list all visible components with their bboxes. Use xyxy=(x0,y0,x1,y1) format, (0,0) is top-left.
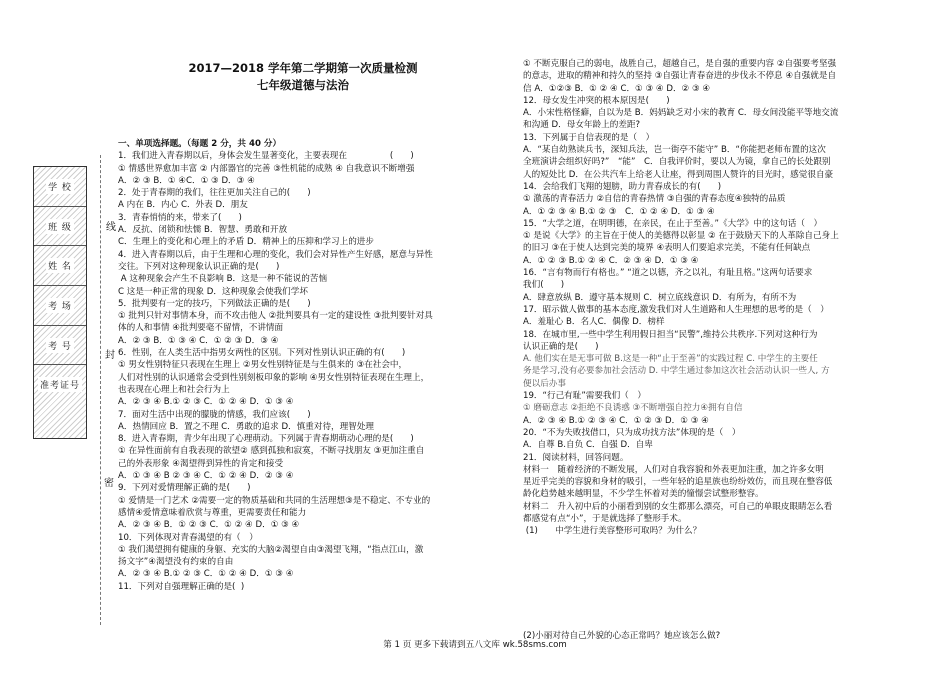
question-line: 2．处于青春期的我们，往往更加关注自己的( ) xyxy=(118,188,311,199)
option-line: A．② ③ ④ B.① ② ③ C．① ② ④ D．① ③ ④ xyxy=(118,397,294,408)
option-line: 人们对性别的认识通常会受到性别刻板印象的影响 ④男女性别特征表现在生理上， xyxy=(118,372,430,383)
option-line: C 这是一种正常的现象 D．这种现象会使我们学坏 xyxy=(118,286,308,297)
question-line: 我们( ) xyxy=(523,280,565,291)
option-line: A．羞耻心 B．名人C．偶像 D．榜样 xyxy=(523,317,665,328)
option-line: 体的人和事情 ④批判要毫不留情，不讲情面 xyxy=(118,323,284,334)
question-line: 20．“不为失败找借口，只为成功找方法”体现的是（ ） xyxy=(523,427,741,438)
question-line: 18．在城市里,一些中学生利用假日担当“民警”,维持公共秩序.下列对这种行为 xyxy=(523,329,818,340)
binding-dashed-line xyxy=(100,155,101,625)
binding-field-school[interactable]: 学 校 xyxy=(34,167,86,207)
page-footer: 第 1 页 更多下载请到五八文库 wk.58sms.com xyxy=(383,640,567,650)
option-line: ① 批判只针对事情本身，而不攻击他人 ②批判要具有一定的建设性 ③批判要针对具 xyxy=(118,311,433,322)
option-line: C．生理上的变化和心理上的矛盾 D．精神上的压抑和学习上的进步 xyxy=(118,237,374,248)
option-line: 材料一 随着经济的不断发展，人们对自我容貌和外表更加注重，加之许多女明 xyxy=(523,464,824,475)
option-line: 务是学习,没有必要参加社会活动 D. 中学生通过参加这次社会活动认识一些人, 方 xyxy=(523,366,830,377)
seal-char-seal: 封 xyxy=(105,350,115,361)
option-line: 的意志，进取的精神和持久的坚持 ③自强让青春奋进的步伐永不停息 ④自强就是自 xyxy=(523,71,837,82)
option-line: A．自尊 B.自负 C．自强 D．自卑 xyxy=(523,440,653,451)
option-line: ① 不断克服自己的弱电，战胜自己，超越自己，是自强的重要内容 ②自强要考坚强 xyxy=(523,59,837,69)
option-line: A 这种现象会产生不良影响 B．这是一种不能说的苦恼 xyxy=(118,274,328,285)
option-line: 感情④爱情意味着欣赏与尊重，更需要责任和能力 xyxy=(118,507,307,518)
option-line: ① 情感世界愈加丰富 ② 内部器官的完善 ③性机能的成熟 ④ 自我意识不断增强 xyxy=(118,163,415,174)
option-line: 材料二 升入初中后的小丽看到别的女生都那么漂亮，可自己的单眼皮眼睛怎么看 xyxy=(523,501,833,512)
option-line: ① 是说《大学》的主旨在于使人的美德得以彰显 ② 在于鼓励天下的人革除自己身上 xyxy=(523,231,839,242)
question-line: 8．进入青春期，青少年出现了心理萌动。下列属于青春期萌动心理的是( ) xyxy=(118,434,414,445)
option-line: 都感觉有点“小”，于是就选择了整形手术。 xyxy=(523,513,687,524)
option-line: A．② ③ B．① ④C．① ③ D．③ ④ xyxy=(118,175,255,186)
option-line: A．反抗、闭锁和怯懦 B．智慧、勇敢和开放 xyxy=(118,225,288,236)
option-line: A．② ③ ④ B.① ② ③ ④ C．① ② ③ D．① ③ ④ xyxy=(523,415,709,426)
seal-char-close: 密 xyxy=(104,478,114,489)
right-question-column xyxy=(523,58,925,642)
option-line: 的旧习 ③在于使人达到完美的境界 ④表明人们要追求完美，不能有任何缺点 xyxy=(523,243,811,254)
binding-field-exam-room[interactable]: 考 场 xyxy=(34,286,86,326)
question-line: 1．我们进入青春期以后，身体会发生显著变化，主要表现在 ( ) xyxy=(118,151,414,162)
question-line: 5．批判要有一定的技巧，下列做法正确的是( ) xyxy=(118,298,311,309)
question-line: 10．下列体现对青春渴望的有（ ） xyxy=(118,532,258,543)
option-line: 全班演讲会组织好吗?” “能” C．自我评价时，要以人为镜，拿自己的长处跟别 xyxy=(523,157,831,168)
option-line: A．小宋性格怪癖，自以为是 B．妈妈缺乏对小宋的教育 C．母女间没能平等地交流 xyxy=(523,108,839,119)
question-line: 3．青春悄悄的来，带来了( ) xyxy=(118,212,242,223)
option-line: A．② ③ ④ B.① ② ③ C．① ② ④ D．① ③ ④ xyxy=(118,569,294,580)
question-line: (1) 中学生进行美容整形可取吗？为什么？ xyxy=(523,526,702,537)
binding-field-exam-number[interactable]: 考 号 xyxy=(34,326,86,366)
question-line: 6．性别，在人类生活中指男女两性的区别。下列对性别认识正确的有( ) xyxy=(118,348,406,359)
question-line: 4．进入青春期以后，由于生理和心理的变化，我们会对异性产生好感，愿意与异性 xyxy=(118,249,433,260)
option-line: ① 男女性别特征只表现在生理上 ②男女性别特征是与生俱来的 ③在社会中， xyxy=(118,360,408,371)
question-line: 11．下列对自强理解正确的是( ) xyxy=(118,581,245,592)
exam-subject: 七年级道德与法治 xyxy=(257,78,349,92)
option-line: 龄化趋势越来越明显，不少学生怀着对美的憧憬尝试整形整容。 xyxy=(523,489,764,500)
option-line: ① 我们渴望拥有健康的身躯、充实的大脑②渴望自由③渴望飞翔，“指点江山，激 xyxy=(118,544,424,555)
question-line: 17．昭示做人做事的基本态度,激发我们对人生道路和人生理想的思考的是（ ） xyxy=(523,304,829,315)
exam-title: 2017—2018 学年第二学期第一次质量检测 xyxy=(188,61,418,75)
question-line: 16．“言有物而行有格也。” “道之以德，齐之以礼，有耻且格。”这两句话要求 xyxy=(523,268,813,279)
question-line: 15．“大学之道，在明明德，在亲民，在止于至善。”《大学》中的这句话（ ） xyxy=(523,218,823,229)
question-line: 13．下列属于自信表现的是（ ） xyxy=(523,132,655,143)
section-heading: 一、单项选择题。（每题 2 分，共 40 分） xyxy=(118,139,282,149)
option-line: 也表现在心理上和社会行为上 xyxy=(118,384,230,395)
student-info-binding xyxy=(33,166,87,439)
option-line: 人的短处比 D．在公共汽车上给老人让座，得到周围人赞许的目光时，感觉很自豪 xyxy=(523,169,834,180)
question-line: 9．下列对爱情理解正确的是( ) xyxy=(118,483,251,494)
option-line: 和沟通 D．母女年龄上的差距? xyxy=(523,120,641,131)
option-line: 星近乎完美的容貌和身材的吸引，一些年轻的追星族也纷纷效仿，而且现在整容低 xyxy=(523,477,833,488)
option-line: A．肆意放纵 B．遵守基本规则 C．树立底线意识 D．有所为，有所不为 xyxy=(523,292,797,303)
option-line: ① 在异性面前有自我表现的欲望② 感到孤独和寂寞，不断寻找朋友 ③更加注重自 xyxy=(118,446,425,457)
question-line: 14．会给我们飞翔的翅膀，助力青春成长的有( ) xyxy=(523,181,722,192)
option-line: 信 A．①②③ B．① ② ④ C．① ③ ④ D．② ③ ④ xyxy=(523,83,711,94)
option-line: A．热情回应 B．置之不理 C．勇敢的追求 D．慎重对待，理智处理 xyxy=(118,421,375,432)
question-line: 交往。下列对这种现象认识正确的是( ) xyxy=(118,261,280,272)
seal-char-line: 线 xyxy=(106,222,116,233)
option-line: A 内在 B．内心 C．外表 D．朋友 xyxy=(118,200,248,211)
option-line: A．② ③ B．① ③ ④ C．① ② ③ D．③ ④ xyxy=(118,335,279,346)
question-line: 19．“行己有耻”需要我们（ ） xyxy=(523,391,646,402)
option-line: A．① ③ ④ B ② ③ ④ C．① ② ④ D．② ③ ④ xyxy=(118,471,294,482)
option-line: A．“某自幼熟读兵书，深知兵法，岂一街亭不能守” B．“你能把老师布置的这次 xyxy=(523,145,826,156)
left-question-column xyxy=(118,138,490,593)
question-line: 12．母女发生冲突的根本原因是( ) xyxy=(523,95,670,106)
option-line: ① 爱情是一门艺术 ②需要一定的物质基础和共同的生活理想③是不稳定、不专业的 xyxy=(118,495,431,506)
option-line: A．① ② ③ ④ B.① ② ③ C．① ② ④ D．① ③ ④ xyxy=(523,206,715,217)
option-line: ① 激荡的青春活力 ②自信的青春热情 ③自强的青春态度④独特的品质 xyxy=(523,194,786,205)
option-line: A．② ③ ④ B．① ② ③ C．① ② ④ D．① ③ ④ xyxy=(118,520,300,531)
option-line: A．① ② ③ B.① ② ④ C．② ③ ④ D．① ③ ④ xyxy=(523,255,699,266)
option-line: 便以后办事 xyxy=(523,378,566,389)
question-line: 7．面对生活中出现的朦胧的情感，我们应该( ) xyxy=(118,409,311,420)
question-line: (2)小丽对待自己外貌的心态正常吗？她应该怎么做? xyxy=(523,630,721,641)
option-line: A. 他们实在是无事可做 B.这是一种“止于至善”的实践过程 C. 中学生的主要任 xyxy=(523,354,818,365)
binding-field-class[interactable]: 班 级 xyxy=(34,207,86,247)
option-line: 己的外表形象 ④渴望得到异性的肯定和接受 xyxy=(118,458,284,469)
question-line: 21．阅读材料，回答问题。 xyxy=(523,452,629,463)
answer-space xyxy=(523,538,925,584)
option-line: 扬文字”④渴望没有约束的自由 xyxy=(118,557,234,568)
option-line: ① 磨砺意志 ②拒绝不良诱惑 ③不断增强自控力④拥有自信 xyxy=(523,403,743,414)
question-line: 认识正确的是( ) xyxy=(523,341,599,352)
answer-space xyxy=(523,584,925,630)
binding-field-name[interactable]: 姓 名 xyxy=(34,246,86,286)
exam-title-block xyxy=(118,60,488,94)
binding-field-admission-number[interactable]: 准考证号 xyxy=(34,365,86,404)
